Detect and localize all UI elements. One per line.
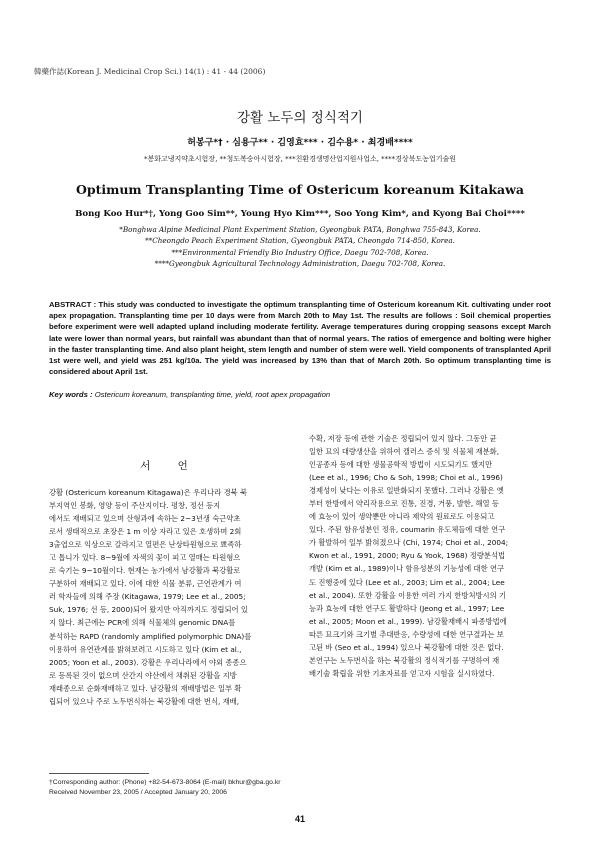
footnote-divider <box>49 773 149 774</box>
body-line: 가 활발하여 일부 밝혀졌으나 (Chi, 1974; Choi et al., 2004; <box>309 538 509 548</box>
body-line: 러 학자들에 의해 주장 (Kitagawa, 1979; Lee et al., 2005; <box>49 592 246 602</box>
body-line: 능과 효능에 대한 연구도 활발하다 (Jeong et al., 1997; Lee <box>309 603 505 613</box>
footnote-line: Received November 23, 2005 / Accepted January 20, 2006 <box>49 789 227 796</box>
body-line: 경제성이 낮다는 이유로 일반화되지 못했다. 그러나 강활은 옛 <box>309 486 504 496</box>
footnote <box>49 778 281 798</box>
body-line: et al., 2004). 또한 강활을 이용한 여러 가지 한방처방시의 기 <box>309 590 507 600</box>
body-line: 고된 바 (Seo et al., 1994) 있으나 북강활에 대한 것은 없다. <box>309 642 504 652</box>
body-line: 본연구는 노두번식을 하는 북강활의 정식적기를 구명하여 재 <box>309 655 500 665</box>
right-column <box>309 432 551 680</box>
affiliation-line: *Bonghwa Alpine Medicinal Plant Experiment Station, Gyeongbuk PATA, Bonghwa 755-843, Korea. <box>119 225 481 234</box>
body-line: 개발 (Kim et al., 1989)이나 함유성분의 기능성에 대한 연구 <box>309 564 505 574</box>
section-title: 서 언 <box>140 460 200 472</box>
body-line: 수확, 저장 등에 관한 기술은 정립되어 있지 않다. 그동안 균 <box>309 434 497 443</box>
body-line: 립되어 있으나 주로 노두번식하는 북강활에 대한 번식, 재배, <box>49 696 240 706</box>
body-line: 구분하여 재배되고 있다. 이에 대한 식물 분류, 근연관계가 여 <box>49 579 242 589</box>
affiliation-line: ****Gyeongbuk Agricultural Technology Administration, Daegu 702-708, Korea. <box>154 259 446 269</box>
body-line: 있다. 주된 함유성분인 정유, coumarin 유도체들에 대한 연구 <box>309 525 506 535</box>
body-line: 따른 묘크기와 크기별 추대반응, 수량성에 대한 연구결과는 보 <box>309 629 504 639</box>
affiliation-line: **Cheongdo Peach Experiment Station, Gyeongbuk PATA, Cheongdo 714-850, Korea. <box>145 236 455 246</box>
journal-header: 韓藥作誌(Korean J. Medicinal Crop Sci.) 14(1) : 41 - 44 (2006) <box>34 67 266 76</box>
body-line: 고 톱니가 있다. 8~9월에 자색의 꽃이 피고 열매는 타원형으 <box>49 553 241 563</box>
body-line: 배기술 확립을 위한 기초자료를 얻고자 시험을 실시하였다. <box>309 668 495 678</box>
body-line: 에서도 재배되고 있으며 산형과에 속하는 2~3년생 숙근약초 <box>49 514 241 524</box>
body-line: 분석하는 RAPD (randomly amplified polymorphic DNA)를 <box>49 631 252 641</box>
english-title: Optimum Transplanting Time of Ostericum koreanum Kitakawa <box>75 182 525 197</box>
korean-title: 강활 노두의 정식적기 <box>237 110 363 126</box>
body-line: 로 등록된 것이 없으며 산간지 야산에서 채취된 강활을 지방 <box>49 670 237 680</box>
keywords-label: Key words : <box>49 390 93 399</box>
body-line: 에 효능이 있어 생약뿐만 아니라 제약의 원료로도 이용되고 <box>309 512 495 522</box>
body-line: et al., 2005; Moon et al., 1999). 남강활재배시 파종방법에 <box>309 616 507 626</box>
body-line: 일한 묘의 대량생산을 위하여 캘러스 증식 및 식물체 재분화, <box>309 447 500 457</box>
body-line: 로서 생태적으로 초장은 1 m 이상 자라고 있은 호생하며 2회 <box>49 527 242 537</box>
page-number: 41 <box>294 814 305 824</box>
korean-affiliations: *봉화고냉지약초시험장, **청도복숭아시험장, ***친환경생명산업지원사업소, ****경상북도농업기술원 <box>143 155 457 163</box>
body-line: 도 진행중에 있다 (Lee et al., 2003; Lim et al., 2004; Lee <box>309 577 505 587</box>
body-line: 지 않다. 최근에는 PCR에 의해 식물체의 genomic DNA를 <box>49 618 236 628</box>
korean-authors: 허봉구*† · 심용구** · 김영효*** · 김수용* · 최경배**** <box>187 138 413 148</box>
body-line: 인공종자 등에 대한 생물공학적 방법이 시도되기도 했지만 <box>309 460 493 470</box>
footnote-line: †Corresponding author: (Phone) +82-54-673-8064 (E-mail) bkhur@gba.go.kr <box>49 779 281 786</box>
body-line: Kwon et al., 1991, 2000; Ryu & Yook, 1968) 정량분석법 <box>309 551 506 561</box>
body-line: 2005; Yoon et al., 2003). 강활은 우리나라에서 야외 종종으 <box>49 657 247 667</box>
affiliation-line: ***Environmental Friendly Bio Industry Office, Daegu 702-708, Korea. <box>171 247 429 257</box>
keywords-text: Ostericum koreanum, transplanting time, yield, root apex propagation <box>94 390 331 399</box>
body-line: (Lee et al., 1996; Cho & Soh, 1998; Choi et al., 1996) <box>309 473 503 483</box>
body-line: 로 숙기는 9~10월이다. 현재는 농가에서 남강활과 북강활로 <box>49 566 241 576</box>
body-line: 재래종으로 순화재배하고 있다. 남강활의 재배방법은 일부 확 <box>49 683 242 693</box>
body-line: 부터 한방에서 약리작용으로 진통, 진경, 거풍, 발한, 해열 등 <box>309 499 499 509</box>
english-authors: Bong Koo Hur*†, Yong Goo Sim**, Young Hyo Kim***, Soo Yong Kim*, and Kyong Bai Choi**** <box>75 209 525 219</box>
body-line: 부지역인 봉화, 영양 등이 주산지이다. 평창, 정선 등지 <box>49 501 221 511</box>
english-affiliations <box>0 224 600 270</box>
abstract: ABSTRACT : This study was conducted to investigate the optimum transplanting time of Ostericum koreanum Kit. cultivating under root apex propagation. Transplanting time per 10 days were from March 20th to May 1st. The results are follows : Soil chemical properties before experiment were well adapted upland including moderate fertility. Average temperatures during cropping seasons except March late were lower than normal years, but rainfall was abundant than that of normal years. The ratios of emergence and bolting were higher in the faster transplanting time. And also plant height, stem length and number of stem were well. Yield components of transplanted April 1st were well, and yield was 251 kg/10a. The yield was increased by 13% than that of March 20th. So optimum transplanting time is considered about April 1st. <box>49 300 551 377</box>
body-line: 이용하여 유연관계를 밝혀보려고 시도하고 있다 (Kim et al., <box>49 644 242 654</box>
left-column <box>49 486 291 708</box>
body-line: 3출엽으로 익상으로 갈라지고 열편은 난상타원형으로 뾰족하 <box>49 540 242 550</box>
body-line: Suk, 1976; 선 등, 2000)되어 왔지만 아직까지도 정립되어 있 <box>49 605 248 615</box>
body-line: 강활 (Ostericum koreanum Kitagawa)은 우리나라 경북 북 <box>49 488 248 497</box>
keywords <box>49 390 330 399</box>
